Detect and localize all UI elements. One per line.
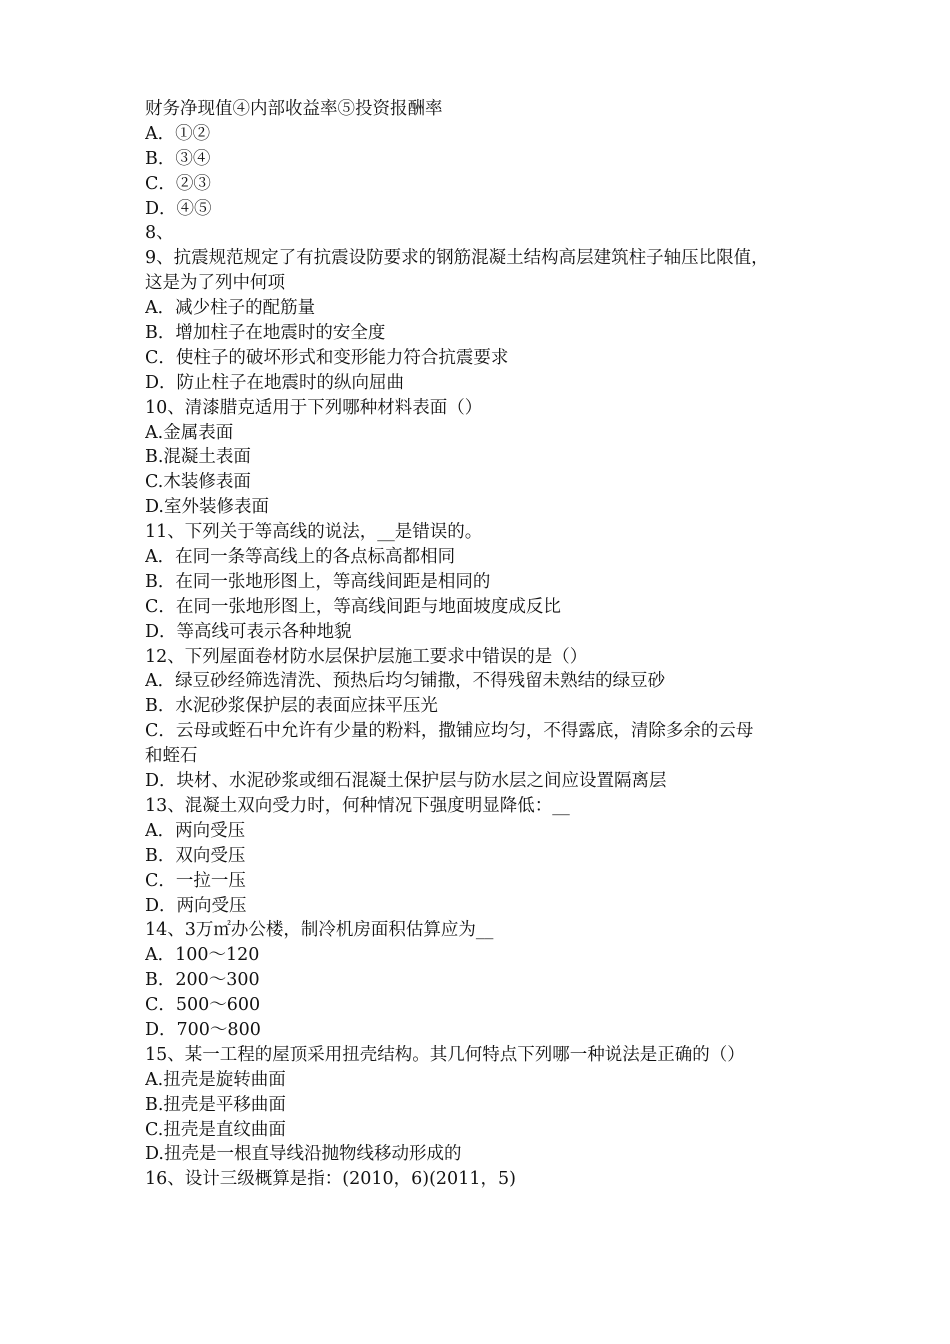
text-line: A．减少柱子的配筋量 xyxy=(145,298,316,319)
text-line: C．②③ xyxy=(145,173,211,194)
document-body xyxy=(145,97,817,1192)
text-line: 13、混凝土双向受力时，何种情况下强度明显降低：__ xyxy=(145,795,570,816)
text-line: A．100～120 xyxy=(145,945,260,966)
text-line: 8、 xyxy=(145,223,174,244)
text-line: 10、清漆腊克适用于下列哪种材料表面（） xyxy=(145,397,483,418)
text-line: D．700～800 xyxy=(145,1019,261,1040)
text-line: C．一拉一压 xyxy=(145,870,246,891)
text-line: 12、下列屋面卷材防水层保护层施工要求中错误的是（） xyxy=(145,646,588,667)
text-line: C．在同一张地形图上，等高线间距与地面坡度成反比 xyxy=(145,596,561,617)
text-line: 11、下列关于等高线的说法，__是错误的。 xyxy=(145,522,483,543)
text-line: A．绿豆砂经筛选清洗、预热后均匀铺撒，不得残留未熟结的绿豆砂 xyxy=(145,671,666,692)
text-line: A.金属表面 xyxy=(145,422,234,443)
text-line: D．防止柱子在地震时的纵向屈曲 xyxy=(145,372,405,393)
text-line: B．在同一张地形图上，等高线间距是相同的 xyxy=(145,571,491,592)
text-line: 9、抗震规范规定了有抗震设防要求的钢筋混凝土结构高层建筑柱子轴压比限值， xyxy=(145,248,769,269)
text-line: C.木装修表面 xyxy=(145,472,251,493)
text-line: B．③④ xyxy=(145,148,211,169)
text-line: D.室外装修表面 xyxy=(145,497,269,518)
text-line: D．④⑤ xyxy=(145,198,212,219)
text-line: 16、设计三级概算是指：(2010，6)(2011，5) xyxy=(145,1169,516,1190)
text-line: B．水泥砂浆保护层的表面应抹平压光 xyxy=(145,696,438,717)
text-line: B.混凝土表面 xyxy=(145,447,251,468)
text-line: B．增加柱子在地震时的安全度 xyxy=(145,323,386,344)
text-line: 和蛭石 xyxy=(145,746,198,767)
text-line: B．200～300 xyxy=(145,970,260,991)
text-line: 财务净现值④内部收益率⑤投资报酬率 xyxy=(145,99,443,119)
text-line: A．在同一条等高线上的各点标高都相同 xyxy=(145,547,456,568)
text-line: C．使柱子的破坏形式和变形能力符合抗震要求 xyxy=(145,347,509,368)
text-line: B．双向受压 xyxy=(145,845,246,866)
text-line: D．块材、水泥砂浆或细石混凝土保护层与防水层之间应设置隔离层 xyxy=(145,771,667,792)
text-line: A.扭壳是旋转曲面 xyxy=(145,1069,286,1090)
text-line: 15、某一工程的屋顶采用扭壳结构。其几何特点下列哪一种说法是正确的（） xyxy=(145,1044,745,1065)
text-line: C．500～600 xyxy=(145,995,261,1016)
text-line: C.扭壳是直纹曲面 xyxy=(145,1119,286,1140)
text-line: A．①② xyxy=(145,123,211,144)
text-line: B.扭壳是平移曲面 xyxy=(145,1094,286,1115)
text-line: D．等高线可表示各种地貌 xyxy=(145,621,352,642)
text-line: 这是为了列中何项 xyxy=(145,273,285,294)
text-line: D．两向受压 xyxy=(145,895,247,916)
text-line: 14、3万㎡办公楼，制冷机房面积估算应为__ xyxy=(145,920,494,941)
text-line: D.扭壳是一根直导线沿抛物线移动形成的 xyxy=(145,1144,462,1165)
text-line: A．两向受压 xyxy=(145,820,246,841)
text-line: C．云母或蛭石中允许有少量的粉料，撒铺应均匀，不得露底，清除多余的云母 xyxy=(145,721,754,742)
